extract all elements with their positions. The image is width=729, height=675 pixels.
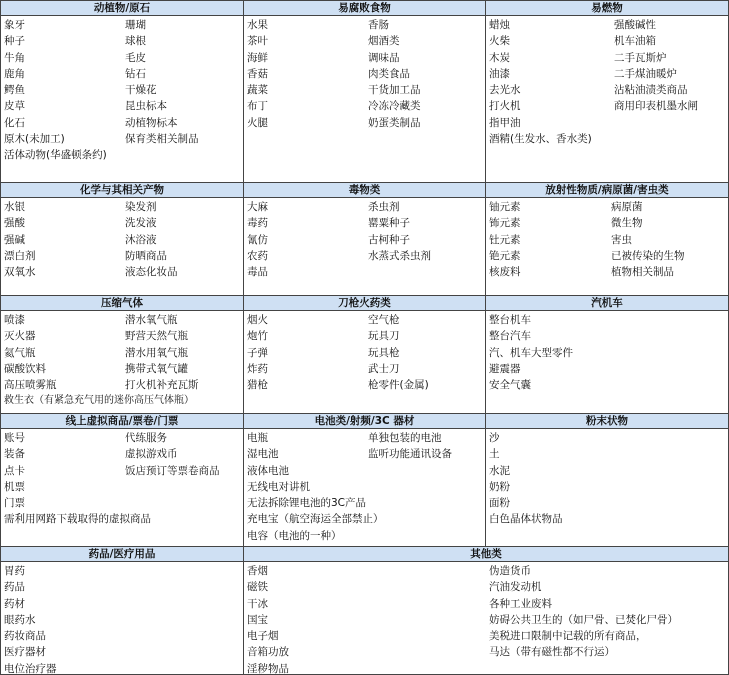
list-item: 鳄鱼: [4, 84, 25, 97]
list-item: 液体电池: [247, 464, 289, 477]
list-item: 强酸: [4, 217, 25, 230]
list-item: 充电宝（航空海运全部禁止）: [247, 513, 384, 526]
list-item: 炮竹: [247, 330, 268, 343]
list-item: 蜡烛: [489, 19, 510, 31]
list-item: 防晒商品: [125, 249, 167, 262]
list-item: 毒药: [247, 217, 268, 230]
list-item: 罂粟种子: [368, 217, 410, 230]
section-title: 压缩气体: [1, 296, 243, 311]
list-item: 双氧水: [4, 266, 36, 279]
list-item: 微生物: [611, 217, 643, 230]
list-item: 磁铁: [247, 581, 268, 594]
section-medicine: [0, 546, 244, 675]
list-item: 植物相关制品: [611, 266, 674, 279]
section-body: [244, 198, 485, 281]
list-item: 奶粉: [489, 480, 510, 493]
list-item: 茶叶: [247, 35, 268, 48]
section-title: 化学与其相关产物: [1, 183, 243, 198]
section-title: 刀枪火药类: [244, 296, 485, 311]
list-item: 需利用网路下载取得的虚拟商品: [4, 513, 151, 526]
list-item: 球根: [125, 35, 146, 48]
list-item: 药妆商品: [4, 630, 46, 643]
section-body: [1, 562, 243, 675]
list-item: 钻石: [125, 67, 146, 80]
section-body: [1, 16, 243, 165]
list-item: 火腿: [247, 116, 268, 129]
list-item: 酒精(生发水、香水类): [489, 133, 592, 146]
list-item: 喷漆: [4, 314, 25, 326]
section-body: [244, 429, 485, 545]
list-item: 毛皮: [125, 51, 146, 64]
list-item: 农药: [247, 249, 268, 262]
section-vehicles: [485, 295, 729, 414]
list-item: 调味品: [368, 51, 400, 64]
list-item: 水果: [247, 19, 268, 31]
list-item: 杀虫剂: [368, 201, 400, 213]
section-title: 放射性物质/病原菌/害虫类: [486, 183, 728, 198]
list-item: 肉类食品: [368, 67, 410, 80]
list-item: 布丁: [247, 100, 268, 113]
list-item: 铯元素: [489, 249, 521, 262]
section-compressed-gas: [0, 295, 244, 414]
list-item: 门票: [4, 497, 25, 510]
section-title: 动植物/原石: [1, 1, 243, 16]
section-body: [486, 311, 728, 394]
list-item: 监听功能通讯设备: [368, 448, 452, 461]
section-flammables: [485, 0, 729, 183]
list-item: 避震器: [489, 362, 521, 375]
section-body: [486, 198, 728, 281]
list-item: 去光水: [489, 84, 521, 97]
list-item: 音箱功放: [247, 646, 289, 659]
section-body: [1, 198, 243, 281]
list-item: 染发剂: [125, 201, 157, 213]
list-item: 空气枪: [368, 314, 400, 326]
list-item: 牛角: [4, 51, 25, 64]
list-item: 整台汽车: [489, 330, 531, 343]
list-item: 水银: [4, 201, 25, 213]
list-item: 国宝: [247, 613, 268, 626]
list-item: 化石: [4, 116, 25, 129]
list-item: 装备: [4, 448, 25, 461]
list-item: 水泥: [489, 464, 510, 477]
section-title: 粉末状物: [486, 414, 728, 429]
list-item: 潜水氧气瓶: [125, 314, 178, 326]
list-item: 野营天然气瓶: [125, 330, 188, 343]
list-item: 机车油箱: [614, 35, 656, 48]
section-chemicals: [0, 182, 244, 296]
section-perishable-food: [243, 0, 486, 183]
list-item: 马达（带有磁性都不行运）: [489, 646, 615, 659]
list-item: 商用印表机墨水闸: [614, 100, 698, 113]
list-item: 机票: [4, 480, 25, 493]
list-item: 海鲜: [247, 51, 268, 64]
section-weapons: [243, 295, 486, 414]
section-body: [486, 16, 728, 148]
list-item: 炸药: [247, 362, 268, 375]
list-item: 昆虫标本: [125, 100, 167, 113]
list-item: 眼药水: [4, 613, 36, 626]
section-title: 电池类/射频/3C 器材: [244, 414, 485, 429]
list-item: 打火机: [489, 100, 521, 113]
list-item: 象牙: [4, 19, 25, 31]
list-item: 代练服务: [125, 432, 167, 444]
list-item: 鹿角: [4, 67, 25, 80]
list-item: 单独包装的电池: [368, 432, 442, 444]
list-item: 古柯种子: [368, 233, 410, 246]
list-item: 毒品: [247, 266, 268, 279]
list-item: 妨碍公共卫生的（如尸骨、已焚化尸骨）: [489, 613, 678, 626]
list-item: 枪零件(金属): [368, 379, 429, 392]
section-body: [486, 429, 728, 529]
list-item: 武士刀: [368, 362, 400, 375]
section-title: 汽机车: [486, 296, 728, 311]
section-title: 易燃物: [486, 1, 728, 16]
list-item: 烟火: [247, 314, 268, 326]
list-item: 火柴: [489, 35, 510, 48]
list-item: 玩具枪: [368, 346, 400, 359]
list-item: 汽油发动机: [489, 581, 542, 594]
list-item: 氰仿: [247, 233, 268, 246]
list-item: 美税进口限制中记载的所有商品，: [489, 630, 647, 643]
list-item: 救生衣（有紧急充气用的迷你高压气体瓶）: [4, 395, 194, 407]
list-item: 铀元素: [489, 201, 521, 213]
list-item: 各种工业废料: [489, 597, 552, 610]
list-item: 强酸碱性: [614, 19, 656, 31]
section-body: [244, 562, 728, 675]
list-item: 医疗器材: [4, 646, 46, 659]
list-item: 干燥花: [125, 84, 157, 97]
list-item: 安全气囊: [489, 379, 531, 392]
list-item: 指甲油: [489, 116, 521, 129]
list-item: 蔬菜: [247, 84, 268, 97]
section-toxics: [243, 182, 486, 296]
list-item: 钸元素: [489, 217, 521, 230]
list-item: 干冰: [247, 597, 268, 610]
section-body: [1, 429, 243, 529]
list-item: 虚拟游戏币: [125, 448, 178, 461]
list-item: 高压喷雾瓶: [4, 379, 57, 392]
list-item: 二手瓦斯炉: [614, 51, 667, 64]
list-item: 病原菌: [611, 201, 643, 213]
list-item: 白色晶体状物品: [489, 513, 563, 526]
list-item: 皮草: [4, 100, 25, 113]
list-item: 饭店预订等票卷商品: [125, 464, 220, 477]
list-item: 沐浴液: [125, 233, 157, 246]
list-item: 大麻: [247, 201, 268, 213]
list-item: 玩具刀: [368, 330, 400, 343]
list-item: 木炭: [489, 51, 510, 64]
list-item: 面粉: [489, 497, 510, 510]
section-title: 易腐败食物: [244, 1, 485, 16]
list-item: 药品: [4, 581, 25, 594]
list-item: 伪造货币: [489, 565, 531, 577]
list-item: 二手煤油暖炉: [614, 67, 677, 80]
list-item: 动植物标本: [125, 116, 178, 129]
list-item: 账号: [4, 432, 25, 444]
list-item: 电瓶: [247, 432, 268, 444]
list-item: 电容（电池的一种）: [247, 529, 342, 542]
section-virtual-goods: [0, 413, 244, 547]
list-item: 漂白剂: [4, 249, 36, 262]
list-item: 汽、机车大型零件: [489, 346, 573, 359]
section-title: 毒物类: [244, 183, 485, 198]
list-item: 打火机补充瓦斯: [125, 379, 199, 392]
list-item: 子弹: [247, 346, 268, 359]
list-item: 活体动物(华盛顿条约): [4, 149, 107, 162]
list-item: 油漆: [489, 67, 510, 80]
list-item: 干货加工品: [368, 84, 421, 97]
list-item: 香肠: [368, 19, 389, 31]
list-item: 氦气瓶: [4, 346, 36, 359]
list-item: 沙: [489, 432, 500, 444]
list-item: 原木(未加工): [4, 133, 65, 146]
list-item: 潜水用氧气瓶: [125, 346, 188, 359]
list-item: 电子烟: [247, 630, 279, 643]
list-item: 保育类相关制品: [125, 133, 199, 146]
list-item: 电位治疗器: [4, 662, 57, 675]
list-item: 猎枪: [247, 379, 268, 392]
section-title: 线上虚拟商品/票卷/门票: [1, 414, 243, 429]
list-item: 液态化妆品: [125, 266, 178, 279]
list-item: 香菇: [247, 67, 268, 80]
section-animals-plants: [0, 0, 244, 183]
list-item: 灭火器: [4, 330, 36, 343]
list-item: 无法拆除锂电池的3C产品: [247, 497, 367, 510]
list-item: 碳酸饮料: [4, 362, 46, 375]
list-item: 种子: [4, 35, 25, 48]
section-body: [244, 311, 485, 394]
list-item: 珊瑚: [125, 19, 146, 31]
list-item: 水蒸式杀虫剂: [368, 249, 431, 262]
list-item: 携带式氧气罐: [125, 362, 188, 375]
section-body: [244, 16, 485, 132]
section-title: 药品/医疗用品: [1, 547, 243, 562]
list-item: 冷冻冷藏类: [368, 100, 421, 113]
list-item: 点卡: [4, 464, 25, 477]
section-batteries: [243, 413, 486, 547]
section-body: [1, 311, 243, 411]
list-item: 核废料: [489, 266, 521, 279]
list-item: 药材: [4, 597, 25, 610]
section-radioactive: [485, 182, 729, 296]
list-item: 钍元素: [489, 233, 521, 246]
list-item: 洗发液: [125, 217, 157, 230]
section-powders: [485, 413, 729, 547]
list-item: 无线电对讲机: [247, 480, 310, 493]
list-item: 胃药: [4, 565, 25, 577]
list-item: 土: [489, 448, 500, 461]
list-item: 香烟: [247, 565, 268, 577]
list-item: 已被传染的生物: [611, 249, 685, 262]
section-others: [243, 546, 729, 675]
list-item: 强碱: [4, 233, 25, 246]
list-item: 沾粘油渍类商品: [614, 84, 688, 97]
list-item: 湿电池: [247, 448, 279, 461]
list-item: 整台机车: [489, 314, 531, 326]
list-item: 淫秽物品: [247, 662, 289, 675]
list-item: 奶蛋类制品: [368, 116, 421, 129]
list-item: 烟酒类: [368, 35, 400, 48]
section-title: 其他类: [244, 547, 728, 562]
list-item: 害虫: [611, 233, 632, 246]
